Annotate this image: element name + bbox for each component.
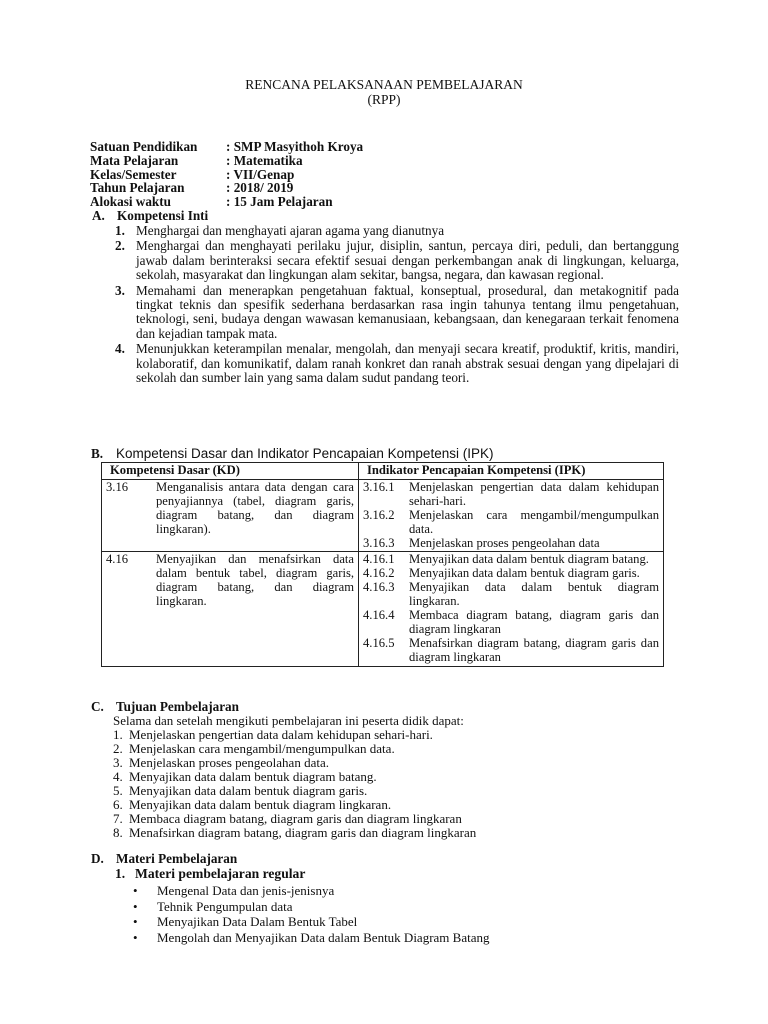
identity-label: Kelas/Semester xyxy=(90,166,177,182)
list-item xyxy=(113,784,476,798)
ipk-text: Membaca diagram batang, diagram garis dan diagram lingkaran xyxy=(409,608,659,636)
materi-bullet-list xyxy=(133,883,489,945)
item-text: Menafsirkan diagram batang, diagram garis dan diagram lingkaran xyxy=(129,825,477,840)
ipk-code: 4.16.5 xyxy=(363,635,395,650)
identity-row xyxy=(90,181,363,195)
ipk-code: 4.16.4 xyxy=(363,608,395,623)
list-item xyxy=(113,826,476,840)
ipk-text: Menyajikan data dalam bentuk diagram lingkaran. xyxy=(409,580,659,609)
table-row xyxy=(102,552,664,666)
bullet-icon: • xyxy=(133,914,138,929)
identity-row xyxy=(90,154,363,168)
item-text: Menghargai dan menghayati perilaku jujur, disiplin, santun, percaya diri, peduli, dan bertanggung jawab dalam berinteraksi secara efektif sesuai dengan perkembangan anak di lingkungan, keluarga, sekolah, masyarakat dan lingkungan alam sekitar, bangsa, negara, dan kawasan regional. xyxy=(136,238,679,283)
list-item xyxy=(115,239,679,282)
section-title: Materi Pembelajaran xyxy=(116,851,238,866)
section-letter: D. xyxy=(91,851,104,866)
list-item xyxy=(115,342,679,385)
item-number: 3. xyxy=(113,755,123,770)
item-number: 8. xyxy=(113,825,123,840)
materi-subheading xyxy=(115,867,305,881)
kd-cell xyxy=(102,479,359,552)
section-title: Tujuan Pembelajaran xyxy=(116,699,239,714)
table-header-ipk: Indikator Pencapaian Kompetensi (IPK) xyxy=(359,463,664,480)
kd-code: 3.16 xyxy=(106,479,129,494)
ipk-cell xyxy=(359,552,664,666)
kd-text: Menganalisis antara data dengan cara penyajiannya (tabel, diagram garis, diagram batang, dan diagram lingkaran). xyxy=(156,479,354,536)
item-text: Menunjukkan keterampilan menalar, mengolah, dan menyaji secara kreatif, produktif, kritis, mandiri, kolaboratif, dan komunikatif, dalam ranah konkret dan ranah abstrak sesuai dengan yang dipelajari di sekolah dan sumber lain yang sama dalam sudut pandang teori. xyxy=(136,341,679,386)
bullet-icon: • xyxy=(133,929,138,945)
table-header-row xyxy=(102,463,664,480)
sub-title: Materi pembelajaran regular xyxy=(135,866,306,881)
section-d-heading xyxy=(91,852,237,866)
item-number: 1. xyxy=(115,223,125,238)
tujuan-list xyxy=(113,714,476,840)
identity-row xyxy=(90,140,363,154)
list-item xyxy=(113,798,476,812)
section-letter: B. xyxy=(91,446,104,461)
item-number: 1. xyxy=(113,727,123,742)
item-text: Membaca diagram batang, diagram garis dan diagram lingkaran xyxy=(129,811,462,826)
section-title: Kompetensi Dasar dan Indikator Pencapaian Kompetensi (IPK) xyxy=(116,446,494,461)
bullet-icon: • xyxy=(133,883,138,898)
list-item xyxy=(115,224,679,238)
bullet-icon: • xyxy=(133,898,138,914)
section-b-heading xyxy=(91,447,493,461)
item-text: Tehnik Pengumpulan data xyxy=(157,898,293,914)
item-number: 2. xyxy=(113,741,123,756)
ipk-code: 3.16.1 xyxy=(363,479,395,494)
list-item xyxy=(113,756,476,770)
ipk-text: Menjelaskan pengertian data dalam kehidupan sehari-hari. xyxy=(409,479,659,508)
list-item xyxy=(113,728,476,742)
item-number: 6. xyxy=(113,797,123,812)
identity-value: : VII/Genap xyxy=(226,166,295,182)
section-letter: C. xyxy=(91,699,104,714)
item-text: Menjelaskan cara mengambil/mengumpulkan data. xyxy=(129,741,395,756)
item-number: 4. xyxy=(115,341,125,357)
item-text: Menyajikan data dalam bentuk diagram batang. xyxy=(129,769,377,784)
section-letter: A. xyxy=(92,208,105,223)
item-text: Memahami dan menerapkan pengetahuan faktual, konseptual, prosedural, dan metakognitif pada tingkat teknis dan spesifik sederhana berdasarkan rasa ingin tahunya tentang ilmu pengetahuan, teknologi, seni, budaya dengan wawasan kemanusiaan, kebangsaan, dan kenegaraan terkait fenomena dan kejadian tampak mata. xyxy=(136,282,679,341)
identity-value: : 15 Jam Pelajaran xyxy=(226,194,333,210)
document-title: RENCANA PELAKSANAAN PEMBELAJARAN xyxy=(245,77,523,92)
list-item xyxy=(133,930,489,946)
item-text: Mengolah dan Menyajikan Data dalam Bentuk Diagram Batang xyxy=(157,929,490,945)
item-number: 4. xyxy=(113,769,123,784)
ipk-text: Menyajikan data dalam bentuk diagram garis. xyxy=(409,566,640,581)
identity-value: : 2018/ 2019 xyxy=(226,180,294,196)
item-number: 5. xyxy=(113,783,123,798)
document-subtitle: (RPP) xyxy=(367,92,401,107)
item-number: 7. xyxy=(113,811,123,826)
list-item xyxy=(113,770,476,784)
list-item xyxy=(133,914,489,930)
ipk-code: 4.16.3 xyxy=(363,580,395,595)
item-text: Mengenal Data dan jenis-jenisnya xyxy=(157,883,335,898)
identity-value: : Matematika xyxy=(226,152,303,168)
identity-label: Alokasi waktu xyxy=(90,194,171,210)
ipk-code: 3.16.3 xyxy=(363,535,395,550)
list-item xyxy=(113,742,476,756)
item-number: 2. xyxy=(115,238,125,254)
item-text: Menjelaskan proses pengeolahan data. xyxy=(129,755,329,770)
identity-block xyxy=(90,140,363,209)
kd-ipk-table xyxy=(101,462,664,667)
kd-code: 4.16 xyxy=(106,552,129,567)
sub-number: 1. xyxy=(115,866,126,881)
list-item xyxy=(133,899,489,915)
identity-row xyxy=(90,195,363,209)
table-header-kd: Kompetensi Dasar (KD) xyxy=(102,463,359,480)
section-a-heading xyxy=(92,209,208,223)
item-text: Menjelaskan pengertian data dalam kehidupan sehari-hari. xyxy=(129,727,433,742)
item-number: 3. xyxy=(115,282,125,298)
ipk-text: Menjelaskan proses pengeolahan data xyxy=(409,535,600,550)
ipk-code: 3.16.2 xyxy=(363,507,395,522)
list-item xyxy=(133,883,489,899)
item-text: Menyajikan data dalam bentuk diagram lingkaran. xyxy=(129,797,392,812)
tujuan-intro: Selama dan setelah mengikuti pembelajaran ini peserta didik dapat: xyxy=(113,713,464,728)
item-text: Menyajikan Data Dalam Bentuk Tabel xyxy=(157,914,358,929)
kd-text: Menyajikan dan menafsirkan data dalam bentuk tabel, diagram garis, diagram batang, dan diagram lingkaran. xyxy=(156,552,354,609)
identity-value: : SMP Masyithoh Kroya xyxy=(226,139,364,154)
list-item xyxy=(113,812,476,826)
identity-row xyxy=(90,168,363,182)
kd-cell xyxy=(102,552,359,666)
ipk-text: Menjelaskan cara mengambil/mengumpulkan data. xyxy=(409,507,659,536)
section-title: Kompetensi Inti xyxy=(117,208,209,223)
item-text: Menghargai dan menghayati ajaran agama yang dianutnya xyxy=(136,223,445,238)
kompetensi-inti-list xyxy=(115,224,679,386)
list-item xyxy=(115,284,679,342)
ipk-text: Menyajikan data dalam bentuk diagram batang. xyxy=(409,552,649,567)
ipk-cell xyxy=(359,479,664,552)
ipk-text: Menafsirkan diagram batang, diagram garis dan diagram lingkaran xyxy=(409,635,659,664)
item-text: Menyajikan data dalam bentuk diagram garis. xyxy=(129,783,368,798)
ipk-code: 4.16.1 xyxy=(363,552,395,567)
identity-label: Satuan Pendidikan xyxy=(90,139,198,154)
identity-label: Tahun Pelajaran xyxy=(90,180,185,196)
ipk-code: 4.16.2 xyxy=(363,566,395,581)
identity-label: Mata Pelajaran xyxy=(90,152,179,168)
table-row xyxy=(102,479,664,552)
